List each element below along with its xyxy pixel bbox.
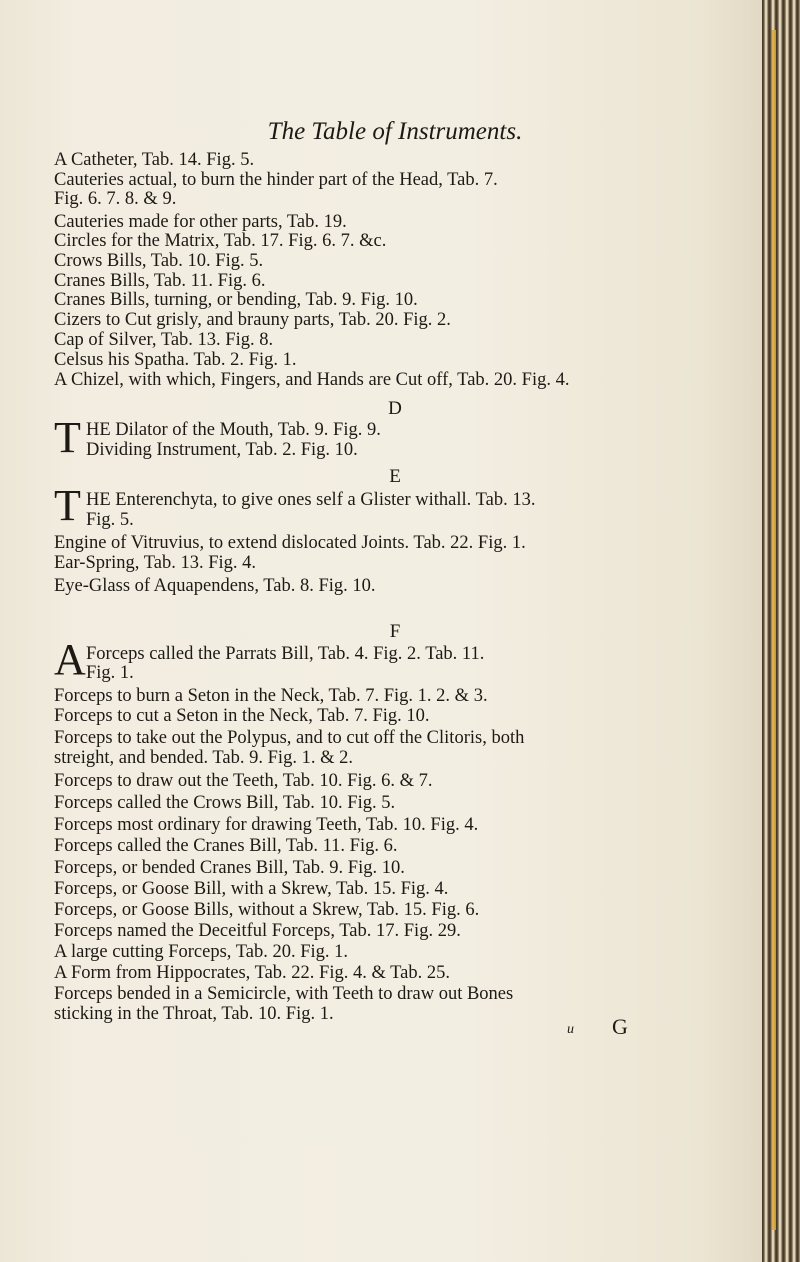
entry-f-6: Forceps to draw out the Teeth, Tab. 10. Fig. 6. & 7.: [54, 771, 433, 791]
entry-c-7: Cranes Bills, turning, or bending, Tab. 9. Fig. 10.: [54, 290, 418, 310]
entry-c-3: Cauteries made for other parts, Tab. 19.: [54, 212, 347, 232]
entry-f-2: Forceps to burn a Seton in the Neck, Tab. 7. Fig. 1. 2. & 3.: [54, 686, 488, 706]
entry-f-16: Forceps bended in a Semicircle, with Teeth to draw out Bones: [54, 984, 514, 1004]
entry-c-1: Cauteries actual, to burn the hinder part of the Head, Tab. 7.: [54, 170, 498, 190]
section-letter-f: F: [389, 621, 401, 642]
entry-e-0: HE Enterenchyta, to give ones self a Glister withall. Tab. 13.: [86, 490, 536, 510]
entry-e-3: Ear-Spring, Tab. 13. Fig. 4.: [54, 553, 256, 573]
entry-f-15: A Form from Hippocrates, Tab. 22. Fig. 4. & Tab. 25.: [54, 963, 450, 983]
entry-f-9: Forceps called the Cranes Bill, Tab. 11. Fig. 6.: [54, 836, 398, 856]
entry-f-8: Forceps most ordinary for drawing Teeth, Tab. 10. Fig. 4.: [54, 815, 479, 835]
entry-d-1: Dividing Instrument, Tab. 2. Fig. 10.: [86, 440, 358, 460]
entry-c-4: Circles for the Matrix, Tab. 17. Fig. 6. 7. &c.: [54, 231, 387, 251]
drop-cap-f: A: [54, 635, 86, 684]
section-letter-e: E: [389, 466, 401, 487]
book-edge: [762, 0, 800, 1262]
entry-e-4: Eye-Glass of Aquapendens, Tab. 8. Fig. 10.: [54, 576, 376, 596]
entry-e-2: Engine of Vitruvius, to extend dislocated Joints. Tab. 22. Fig. 1.: [54, 533, 526, 553]
signature-mark: G: [612, 1014, 628, 1039]
entry-f-1: Fig. 1.: [86, 663, 134, 683]
entry-c-2: Fig. 6. 7. 8. & 9.: [54, 189, 177, 209]
drop-cap-d: T: [54, 413, 81, 462]
entry-f-7: Forceps called the Crows Bill, Tab. 10. Fig. 5.: [54, 793, 396, 813]
entry-f-4: Forceps to take out the Polypus, and to cut off the Clitoris, both: [54, 728, 525, 748]
entry-c-10: Celsus his Spatha. Tab. 2. Fig. 1.: [54, 350, 297, 370]
entry-f-10: Forceps, or bended Cranes Bill, Tab. 9. Fig. 10.: [54, 858, 405, 878]
entry-f-11: Forceps, or Goose Bill, with a Skrew, Tab. 15. Fig. 4.: [54, 879, 449, 899]
drop-cap-e: T: [54, 481, 81, 530]
entry-f-14: A large cutting Forceps, Tab. 20. Fig. 1.: [54, 942, 348, 962]
entry-c-6: Cranes Bills, Tab. 11. Fig. 6.: [54, 271, 266, 291]
entry-f-17: sticking in the Throat, Tab. 10. Fig. 1.: [54, 1004, 334, 1024]
page-footer-mark: u: [567, 1022, 574, 1037]
entry-f-12: Forceps, or Goose Bills, without a Skrew, Tab. 15. Fig. 6.: [54, 900, 480, 920]
entry-c-8: Cizers to Cut grisly, and brauny parts, Tab. 20. Fig. 2.: [54, 310, 451, 330]
entry-c-9: Cap of Silver, Tab. 13. Fig. 8.: [54, 330, 274, 350]
entry-e-1: Fig. 5.: [86, 510, 134, 530]
entry-f-0: Forceps called the Parrats Bill, Tab. 4. Fig. 2. Tab. 11.: [86, 644, 485, 664]
entry-c-5: Crows Bills, Tab. 10. Fig. 5.: [54, 251, 264, 271]
page-heading: The Table of Instruments.: [267, 118, 523, 145]
entry-f-13: Forceps named the Deceitful Forceps, Tab. 17. Fig. 29.: [54, 921, 461, 941]
entry-f-3: Forceps to cut a Seton in the Neck, Tab. 7. Fig. 10.: [54, 706, 430, 726]
entry-c-11: A Chizel, with which, Fingers, and Hands are Cut off, Tab. 20. Fig. 4.: [54, 370, 570, 390]
entry-f-5: streight, and bended. Tab. 9. Fig. 1. & 2.: [54, 748, 353, 768]
section-letter-d: D: [388, 398, 402, 419]
entry-c-0: A Catheter, Tab. 14. Fig. 5.: [54, 150, 255, 170]
entry-d-0: HE Dilator of the Mouth, Tab. 9. Fig. 9.: [86, 420, 381, 440]
